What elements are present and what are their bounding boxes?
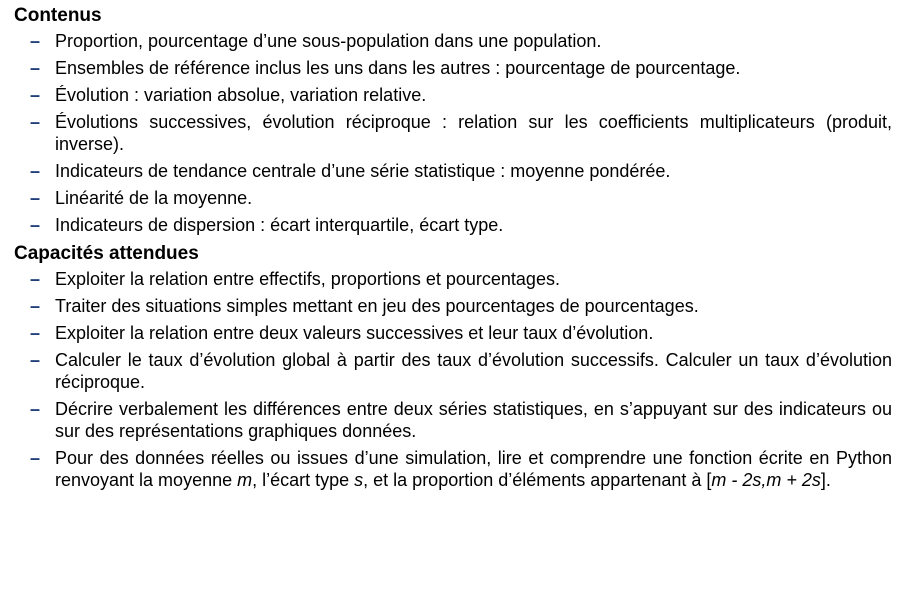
dash-bullet: – (30, 399, 41, 419)
list-item-text: Linéarité de la moyenne. (55, 188, 253, 208)
dash-bullet: – (30, 161, 41, 181)
math-interval-expression: m - 2s,m + 2s (711, 470, 821, 490)
list-item (14, 214, 892, 236)
list-item-text: Évolutions successives, évolution réciproque : relation sur les coefficients multiplicateurs (produit, inverse). (55, 112, 892, 154)
dash-bullet: – (30, 269, 41, 289)
list-item-text: Exploiter la relation entre deux valeurs successives et leur taux d’évolution. (55, 323, 654, 343)
dash-bullet: – (30, 58, 41, 78)
list-item-text: Décrire verbalement les différences entre deux séries statistiques, en s’appuyant sur des indicateurs ou sur des représentations graphiques données. (55, 399, 892, 441)
list-item-text: Évolution : variation absolue, variation relative. (55, 85, 427, 105)
python-text-part: ]. (820, 470, 831, 490)
python-text-part: Pour des données réelles ou issues d’une simulation, lire et comprendre une fonction écrite en Python renvoyant la moyenne (55, 448, 892, 490)
list-item (14, 30, 892, 52)
math-var-m: m (237, 470, 253, 490)
dash-bullet: – (30, 85, 41, 105)
list-item (14, 160, 892, 182)
list-item-text: Indicateurs de tendance centrale d’une série statistique : moyenne pondérée. (55, 161, 671, 181)
dash-bullet: – (30, 215, 41, 235)
section-capacites (14, 242, 892, 491)
list-item-text: Exploiter la relation entre effectifs, proportions et pourcentages. (55, 269, 560, 289)
dash-bullet: – (30, 188, 41, 208)
list-item (14, 398, 892, 442)
section-title-capacites: Capacités attendues (14, 243, 199, 264)
dash-bullet: – (30, 296, 41, 316)
list-item-text: Proportion, pourcentage d’une sous-population dans une population. (55, 31, 602, 51)
math-var-s: s (354, 470, 364, 490)
list-item (14, 187, 892, 209)
list-item (14, 295, 892, 317)
section-title-contenus: Contenus (14, 5, 102, 26)
dash-bullet: – (30, 350, 41, 370)
list-item (14, 349, 892, 393)
list-item-text: Calculer le taux d’évolution global à partir des taux d’évolution successifs. Calculer un taux d’évolution réciproque. (55, 350, 892, 392)
list-item (14, 57, 892, 79)
list-item (14, 84, 892, 106)
list-item (14, 111, 892, 155)
python-item-text (55, 448, 892, 490)
python-text-part: , l’écart type (252, 470, 355, 490)
dash-bullet: – (30, 448, 41, 468)
dash-bullet: – (30, 31, 41, 51)
list-item (14, 322, 892, 344)
list-item (14, 268, 892, 290)
list-item-text: Indicateurs de dispersion : écart interquartile, écart type. (55, 215, 504, 235)
capacites-list (14, 268, 892, 491)
dash-bullet: – (30, 323, 41, 343)
list-item-text: Traiter des situations simples mettant en jeu des pourcentages de pourcentages. (55, 296, 699, 316)
section-contenus (14, 4, 892, 236)
list-item-text: Ensembles de référence inclus les uns dans les autres : pourcentage de pourcentage. (55, 58, 741, 78)
python-text-part: , et la proportion d’éléments appartenant à [ (363, 470, 712, 490)
list-item-python (14, 447, 892, 491)
contenus-list (14, 30, 892, 236)
dash-bullet: – (30, 112, 41, 132)
